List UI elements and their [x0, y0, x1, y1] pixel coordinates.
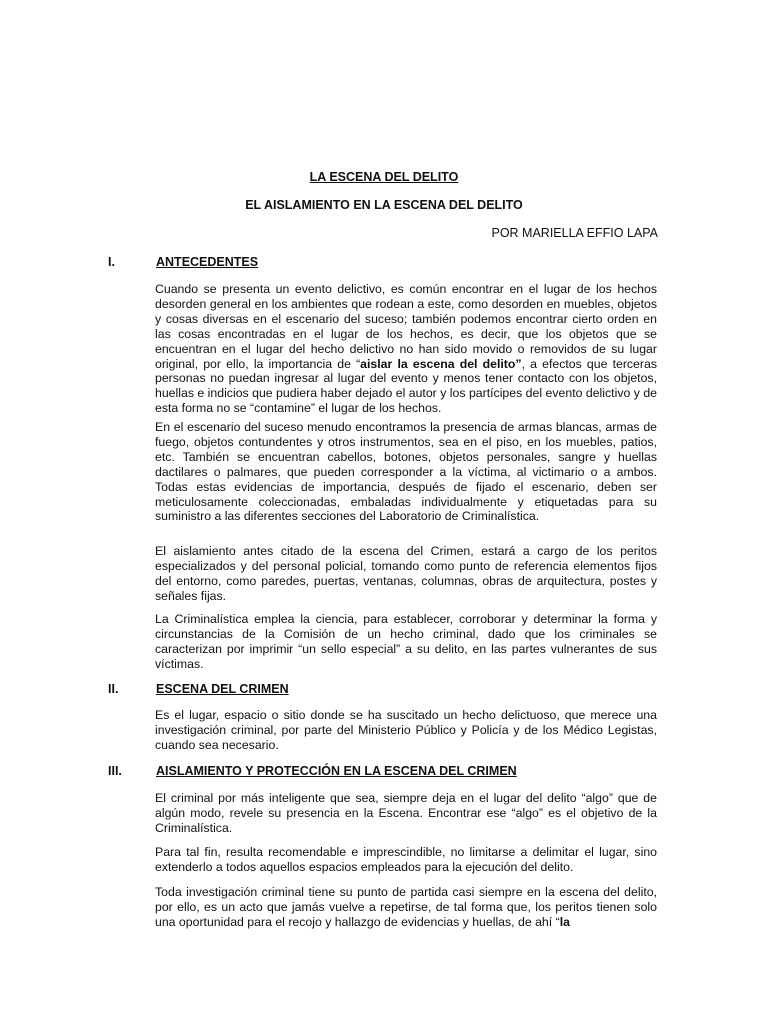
paragraph-bold-text: la [559, 914, 570, 929]
paragraph: La Criminalística emplea la ciencia, para establecer, corroborar y determinar la forma y circunstancias de la Comisión de un hecho criminal, dado que los criminales se caracterizan por imprimir “un sello especial” a su delito, en las partes vulnerantes de sus víctimas. [155, 612, 657, 671]
document-subtitle: EL AISLAMIENTO EN LA ESCENA DEL DELITO [245, 198, 523, 212]
paragraph [155, 885, 657, 930]
section-number: II. [108, 682, 119, 696]
section-number: III. [108, 764, 122, 778]
paragraph-text: Cuando se presenta un evento delictivo, es común encontrar en el lugar de los hechos desorden general en los ambientes que rodean a este, como desorden en muebles, objetos y cosas diversas en el escenario del suceso; también podemos encontrar cierto orden en las cosas encontradas en el lugar de los hechos, es decir, que los objetos que se encuentran en el lugar del hecho delictivo no han sido movido o removidos de su lugar original, por ello, la importancia de “ [155, 282, 657, 371]
document-title: LA ESCENA DEL DELITO [309, 170, 459, 184]
paragraph-bold-text: aislar la escena del delito” [360, 356, 522, 371]
section-number: I. [108, 255, 115, 269]
paragraph: El aislamiento antes citado de la escena del Crimen, estará a cargo de los peritos especializados y del personal policial, tomando como punto de referencia elementos fijos del entorno, como paredes, puertas, ventanas, columnas, obras de arquitectura, postes y señales fijas. [155, 544, 657, 603]
paragraph [155, 282, 657, 416]
paragraph: El criminal por más inteligente que sea, siempre deja en el lugar del delito “algo” que de algún modo, revele su presencia en la Escena. Encontrar ese “algo” es el objetivo de la Criminalística. [155, 791, 657, 835]
paragraph: Es el lugar, espacio o sitio donde se ha suscitado un hecho delictuoso, que merece una investigación criminal, por parte del Ministerio Público y Policía y de los Médico Legistas, cuando sea necesario. [155, 708, 657, 752]
document-author: POR MARIELLA EFFIO LAPA [491, 226, 658, 240]
section-heading: ANTECEDENTES [156, 255, 259, 269]
paragraph-text: , a efectos que terceras personas no puedan ingresar al lugar del evento y menos tener contacto con los objetos, huellas e indicios que pudiera haber dejado el autor y los partícipes del evento delictivo y de esta forma no se “contamine” el lugar de los hechos. [155, 356, 657, 416]
paragraph: En el escenario del suceso menudo encontramos la presencia de armas blancas, armas de fuego, objetos contundentes y otros instrumentos, sea en el piso, en los muebles, patios, etc. También se encuentran cabellos, botones, objetos personales, sangre y huellas dactilares o palmares, que pueden corresponder a la víctima, al victimario o a ambos. Todas estas evidencias de importancia, después de fijado el escenario, deben ser meticulosamente coleccionadas, embaladas individualmente y etiquetadas para su suministro a las diferentes secciones del Laboratorio de Criminalística. [155, 420, 657, 524]
paragraph: Para tal fin, resulta recomendable e imprescindible, no limitarse a delimitar el lugar, sino extenderlo a todos aquellos espacios empleados para la ejecución del delito. [155, 845, 657, 874]
section-heading: ESCENA DEL CRIMEN [156, 682, 289, 696]
paragraph-text: Toda investigación criminal tiene su punto de partida casi siempre en la escena del delito, por ello, es un acto que jamás vuelve a repetirse, de tal forma que, los peritos tienen solo una oportunidad para el recojo y hallazgo de evidencias y huellas, de ahí “ [155, 885, 657, 929]
section-heading: AISLAMIENTO Y PROTECCIÓN EN LA ESCENA DEL CRIMEN [156, 764, 517, 778]
